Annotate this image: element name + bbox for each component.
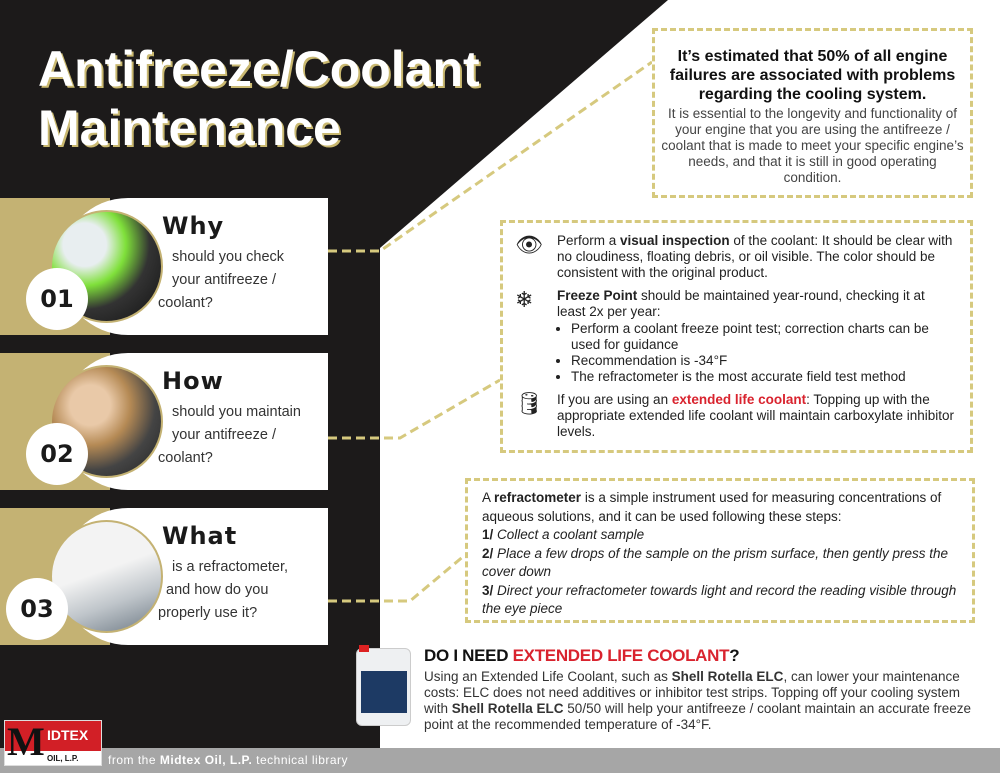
row-why — [0, 198, 328, 335]
intro-box — [652, 28, 973, 198]
snowflake-icon: ❄ — [515, 287, 534, 312]
step-number: 03 — [6, 578, 68, 640]
maintenance-box — [500, 220, 973, 453]
intro-body: It is essential to the longevity and functionality of your engine that you are using the antifreeze / coolant that is made to meet your specific engine’s needs, and that it is still in good operating condition. — [661, 106, 964, 185]
step-number: 02 — [26, 423, 88, 485]
extended-life-item: 🛢 If you are using an extended life coolant: Topping up with the appropriate extended life coolant will maintain carboxylate inhibitor levels. — [515, 391, 954, 439]
freeze-point-item: ❄ Freeze Point should be maintained year-round, checking it at least 2x per year: • Perform a coolant freeze point test; correction charts can be used for guidance • Recommendation is -34°F • The refractometer is the most accurate field test method — [515, 288, 956, 385]
elc-heading: DO I NEED EXTENDED LIFE COOLANT? — [424, 646, 740, 665]
row-text: should you maintain your antifreeze / coolant? — [158, 404, 301, 466]
row-what — [0, 508, 328, 645]
row-heading: What — [162, 522, 238, 550]
refractometer-box: A refractometer is a simple instrument used for measuring concentrations of aqueous solutions, and it can be used following these steps: 1/ Collect a coolant sample 2/ Place a few drops of the sample on the prism surface, then gently press the cover down 3/ Direct your refractometer towards light and record the reading visible through the eye piece — [465, 478, 975, 623]
row-heading: Why — [162, 212, 225, 240]
step-number: 01 — [26, 268, 88, 330]
footer-text: from the Midtex Oil, L.P. technical library — [108, 753, 349, 767]
step: 3/ Direct your refractometer towards light and record the reading visible through the eye piece — [482, 582, 957, 616]
row-how — [0, 353, 328, 490]
step: 1/ Collect a coolant sample — [482, 527, 645, 542]
footer-bar — [0, 748, 1000, 773]
intro-headline: It’s estimated that 50% of all engine failures are associated with problems regarding the cooling system. — [669, 48, 956, 103]
visual-inspection-item: 👁 Perform a visual inspection of the coolant: It should be clear with no cloudiness, floating debris, or oil visible. The color should be consistent with the original product. — [515, 232, 953, 280]
step: 2/ Place a few drops of the sample on the prism surface, then gently press the cover down — [482, 545, 949, 579]
oil-can-icon: 🛢 — [515, 391, 543, 416]
eye-icon: 👁 — [515, 232, 543, 257]
page-title: Antifreeze/Coolant Maintenance — [38, 41, 480, 156]
midtex-logo: M IDTEX OIL, L.P. — [4, 720, 102, 766]
elc-body: Using an Extended Life Coolant, such as Shell Rotella ELC, can lower your maintenance costs: ELC does not need additives or inhibitor test strips. Topping off your cooling system with Shell Rotella ELC 50/50 will help your antifreeze / coolant maintain an accurate freeze point at the recommended temperature of -34°F. — [424, 669, 972, 732]
row-heading: How — [162, 367, 224, 395]
row-text: is a refractometer, and how do you properly use it? — [158, 559, 289, 621]
row-text: should you check your antifreeze / coolant? — [158, 249, 285, 311]
elc-section — [424, 646, 984, 733]
coolant-jug-image — [356, 648, 411, 726]
